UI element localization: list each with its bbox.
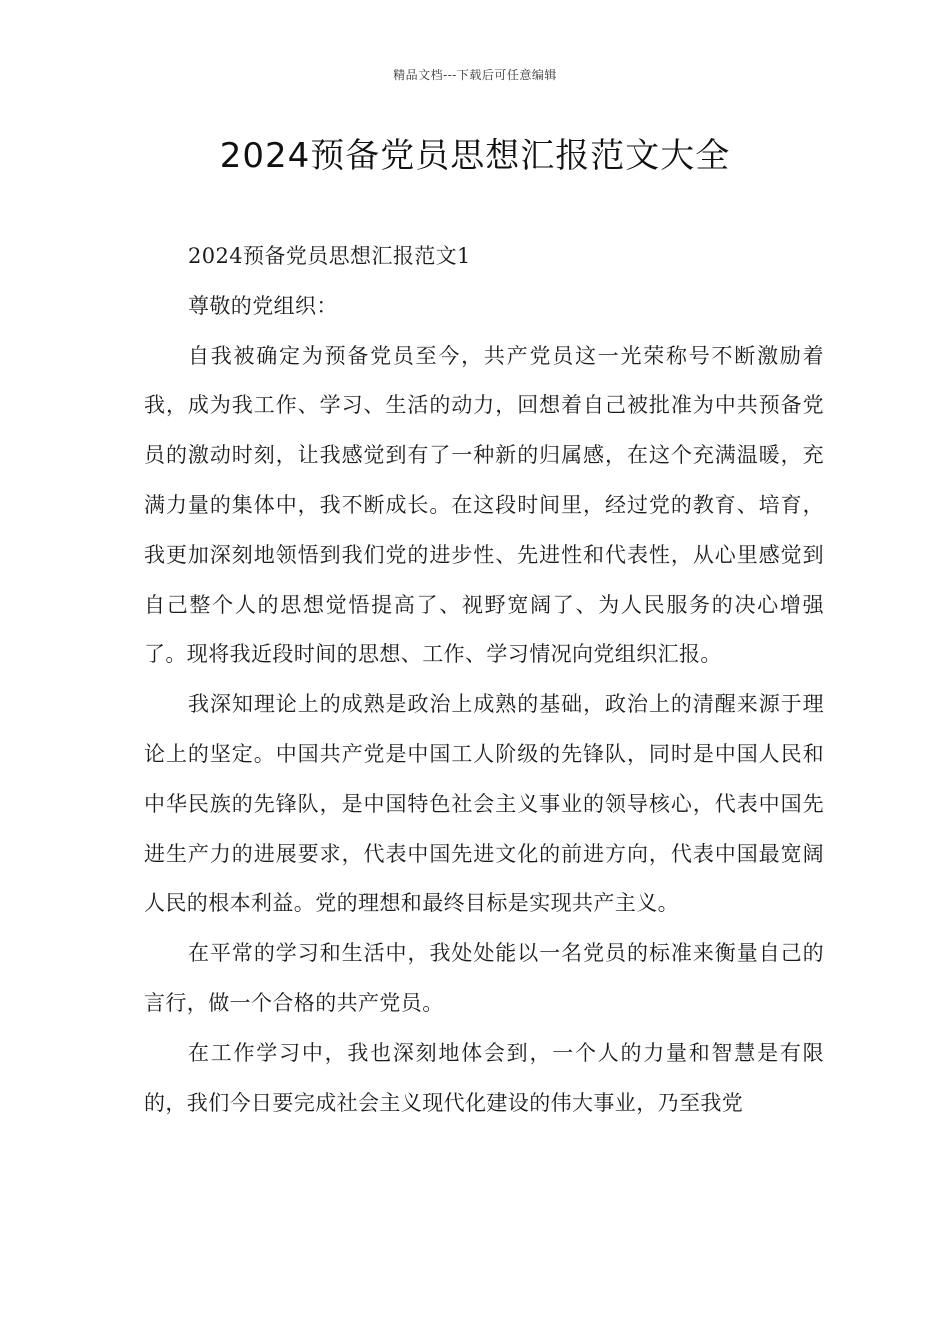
paragraph-4: 在工作学习中，我也深刻地体会到，一个人的力量和智慧是有限的，我们今日要完成社会主义现代化建设的伟大事业，乃至我党 — [144, 1040, 824, 1115]
header-note: 精品文档---下载后可任意编辑 — [393, 68, 557, 82]
document-body — [144, 232, 824, 1128]
paragraph-3: 在平常的学习和生活中，我处处能以一名党员的标准来衡量自己的言行，做一个合格的共产党员。 — [144, 941, 824, 1015]
document-title: 2024预备党员思想汇报范文大全 — [219, 136, 731, 176]
paragraph-1: 自我被确定为预备党员至今，共产党员这一光荣称号不断激励着我，成为我工作、学习、生活的动力，回想着自己被批准为中共预备党员的激动时刻，让我感觉到有了一种新的归属感，在这个充满温暖，充满力量的集体中，我不断成长。在这段时间里，经过党的教育、培育，我更加深刻地领悟到我们党的进步性、先进性和代表性，从心里感觉到自己整个人的思想觉悟提高了、视野宽阔了、为人民服务的决心增强了。现将我近段时间的思想、工作、学习情况向党组织汇报。 — [144, 343, 824, 667]
salutation: 尊敬的党组织： — [188, 293, 338, 318]
section-subtitle: 2024预备党员思想汇报范文1 — [188, 244, 471, 268]
paragraph-2: 我深知理论上的成熟是政治上成熟的基础，政治上的清醒来源于理论上的坚定。中国共产党是中国工人阶级的先锋队，同时是中国人民和中华民族的先锋队，是中国特色社会主义事业的领导核心，代表中国先进生产力的进展要求，代表中国先进文化的前进方向，代表中国最宽阔人民的根本利益。党的理想和最终目标是实现共产主义。 — [144, 692, 824, 916]
